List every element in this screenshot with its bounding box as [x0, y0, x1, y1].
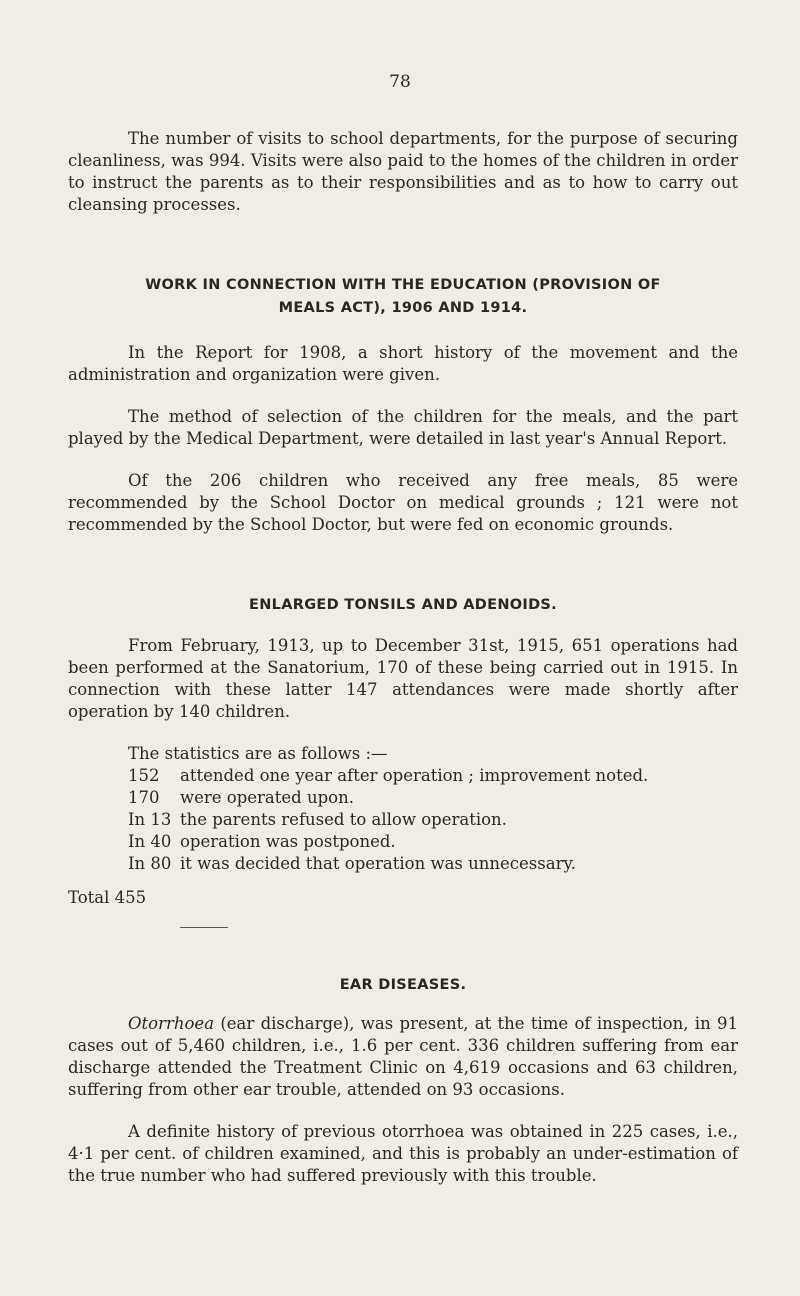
stat-row [68, 853, 738, 875]
intro-paragraph: The number of visits to school departments, for the purpose of securing cleanliness, was 994. Visits were also paid to the homes of the children in order to instruct the parents as to their responsibilities and as to how to carry out cleansing processes. [68, 129, 738, 214]
stat-row [68, 765, 738, 787]
stat-row [68, 809, 738, 831]
ear-paragraph-history: A definite history of previous otorrhoea was obtained in 225 cases, i.e., 4·1 per cent. of children examined, and this is probably an under-estimation of the true number who had suffered previously with this trouble. [68, 1122, 738, 1185]
stat-text: the parents refused to allow operation. [180, 810, 507, 829]
otorrhoea-text: (ear discharge), was present, at the time of inspection, in 91 cases out of 5,460 children, i.e., 1.6 per cent. 336 children suffering from ear discharge attended the Treatment Clinic on 4,619 occasions and 63 children, suffering from other ear trouble, attended on 93 occasions. [68, 1014, 738, 1099]
ear-section-heading: EAR DISEASES. [339, 977, 467, 993]
stat-text: it was decided that operation was unnecessary. [180, 854, 576, 873]
stats-total: Total 455 [68, 888, 147, 907]
meals-paragraph-selection: The method of selection of the children for the meals, and the part played by the Medical Department, were detailed in last year's Annual Report. [68, 407, 738, 448]
tonsils-section-heading: ENLARGED TONSILS AND ADENOIDS. [249, 597, 557, 613]
otorrhoea-term: Otorrhoea [128, 1014, 215, 1033]
tonsils-paragraph: From February, 1913, up to December 31st, 1915, 651 operations had been performed at the Sanatorium, 170 of these being carried out in 1915. In connection with these latter 147 attendances were made shortly after operation by 140 children. [68, 636, 738, 721]
stat-row [68, 787, 738, 809]
stat-lead: 170 [128, 788, 160, 807]
meals-section-heading [68, 274, 738, 320]
stat-text: operation was postponed. [180, 832, 396, 851]
meals-heading-line2: MEALS ACT), 1906 AND 1914. [278, 300, 528, 316]
meals-heading-line1: WORK IN CONNECTION WITH THE EDUCATION (PROVISION OF [145, 277, 661, 293]
stat-lead: In 40 [128, 832, 172, 851]
meals-paragraph-free-meals: Of the 206 children who received any free meals, 85 were recommended by the School Doctor on medical grounds ; 121 were not recommended by the School Doctor, but were fed on economic grounds. [68, 471, 738, 534]
stat-lead: In 80 [128, 854, 172, 873]
page-number: 78 [389, 72, 411, 92]
ear-paragraph-otorrhoea [68, 1013, 738, 1101]
meals-paragraph-history: In the Report for 1908, a short history of the movement and the administration and organization were given. [68, 343, 738, 384]
stat-text: were operated upon. [180, 788, 354, 807]
stat-lead: In 13 [128, 810, 172, 829]
stats-intro: The statistics are as follows :— [128, 744, 388, 763]
stat-text: attended one year after operation ; improvement noted. [180, 766, 649, 785]
stat-row [68, 831, 738, 853]
page-body [68, 128, 738, 1187]
stat-lead: 152 [128, 766, 160, 785]
